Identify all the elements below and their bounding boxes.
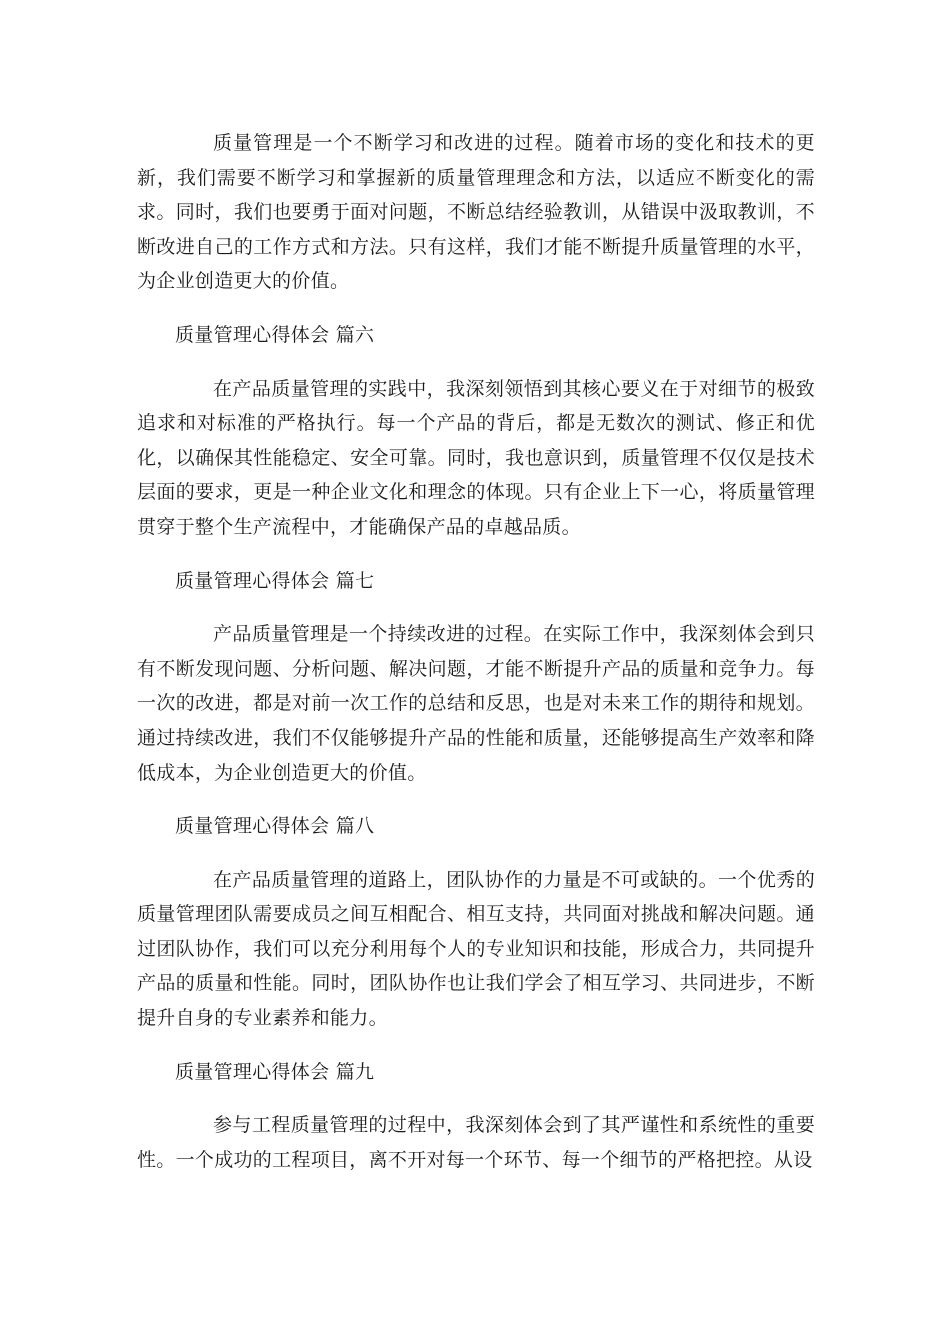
paragraph-section-8: 在产品质量管理的道路上，团队协作的力量是不可或缺的。一个优秀的质量管理团队需要成员之间互相配合、相互支持，共同面对挑战和解决问题。通过团队协作，我们可以充分利用每个人的专业知识和技能，形成合力，共同提升产品的质量和性能。同时，团队协作也让我们学会了相互学习、共同进步，不断提升自身的专业素养和能力。 (137, 868, 815, 1030)
heading-section-6: 质量管理心得体会 篇六 (175, 323, 375, 346)
document-body (137, 126, 815, 1177)
paragraph-section-6: 在产品质量管理的实践中，我深刻领悟到其核心要义在于对细节的极致追求和对标准的严格执行。每一个产品的背后，都是无数次的测试、修正和优化，以确保其性能稳定、安全可靠。同时，我也意识到，质量管理不仅仅是技术层面的要求，更是一种企业文化和理念的体现。只有企业上下一心，将质量管理贯穿于整个生产流程中，才能确保产品的卓越品质。 (137, 377, 815, 538)
heading-section-7: 质量管理心得体会 篇七 (175, 569, 375, 592)
paragraph-intro: 质量管理是一个不断学习和改进的过程。随着市场的变化和技术的更新，我们需要不断学习和掌握新的质量管理理念和方法，以适应不断变化的需求。同时，我们也要勇于面对问题，不断总结经验教训，从错误中汲取教训，不断改进自己的工作方式和方法。只有这样，我们才能不断提升质量管理的水平，为企业创造更大的价值。 (137, 132, 815, 293)
paragraph-section-7: 产品质量管理是一个持续改进的过程。在实际工作中，我深刻体会到只有不断发现问题、分析问题、解决问题，才能不断提升产品的质量和竞争力。每一次的改进，都是对前一次工作的总结和反思，也是对未来工作的期待和规划。通过持续改进，我们不仅能够提升产品的性能和质量，还能够提高生产效率和降低成本，为企业创造更大的价值。 (137, 623, 815, 784)
heading-section-8: 质量管理心得体会 篇八 (175, 815, 375, 838)
heading-section-9: 质量管理心得体会 篇九 (175, 1060, 375, 1083)
paragraph-section-9: 参与工程质量管理的过程中，我深刻体会到了其严谨性和系统性的重要性。一个成功的工程项目，离不开对每一个环节、每一个细节的严格把控。从设 (137, 1114, 815, 1171)
